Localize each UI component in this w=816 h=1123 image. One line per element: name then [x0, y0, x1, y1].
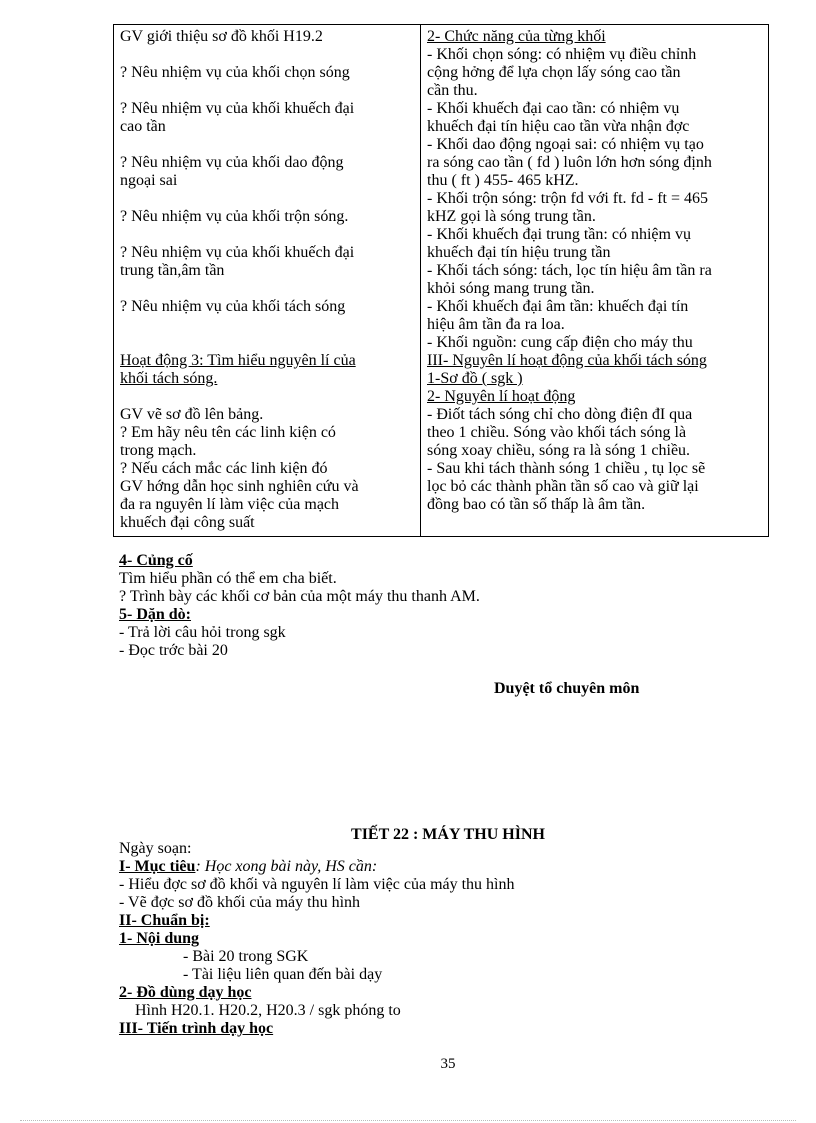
right-line: kHZ gọi là sóng trung tần. — [427, 208, 596, 225]
content-heading: 1- Nội dung — [119, 930, 200, 947]
left-line: GV hớng dẫn học sinh nghiên cứu và — [120, 478, 359, 495]
homework-heading: 5- Dặn dò: — [119, 606, 192, 623]
right-line: lọc bỏ các thành phần tần số cao và giữ lại — [427, 478, 699, 495]
objective-line: - Hiểu đợc sơ đồ khối và nguyên lí làm việc của máy thu hình — [119, 876, 515, 893]
activity-3-heading-cont: khối tách sóng. — [120, 370, 218, 387]
homework-line: - Trả lời câu hỏi trong sgk — [119, 624, 286, 641]
right-line: - Khối khuếch đại âm tần: khuếch đại tín — [427, 298, 689, 315]
right-line: - Khối trộn sóng: trộn fd với ft. fd - ft = 465 — [427, 190, 709, 207]
right-line: thu ( ft ) 455- 465 kHZ. — [427, 172, 579, 189]
right-line: khuếch đại tín hiệu cao tần vừa nhận đợc — [427, 118, 690, 135]
tools-heading: 2- Đồ dùng dạy học — [119, 984, 252, 1001]
process-heading: III- Tiến trình dạy học — [119, 1020, 274, 1037]
date-label: Ngày soạn: — [119, 840, 192, 857]
left-line: trong mạch. — [120, 442, 197, 459]
right-line: cần thu. — [427, 82, 478, 99]
section-heading: 2- Chức năng của từng khối — [427, 28, 606, 45]
left-line: ? Nêu nhiệm vụ của khối khuếch đại — [120, 244, 355, 261]
left-line: ? Nêu nhiệm vụ của khối khuếch đại — [120, 100, 355, 117]
content-line: - Bài 20 trong SGK — [183, 948, 309, 965]
left-line: ? Nêu nhiệm vụ của khối dao động — [120, 154, 344, 171]
homework-line: - Đọc trớc bài 20 — [119, 642, 228, 659]
page-number: 35 — [440, 1056, 456, 1072]
consolidation-line: ? Trình bày các khối cơ bản của một máy thu thanh AM. — [119, 588, 480, 605]
right-line: khuếch đại tín hiệu trung tần — [427, 244, 611, 261]
right-line: - Sau khi tách thành sóng 1 chiều , tụ lọc sẽ — [427, 460, 706, 477]
content-column — [421, 25, 769, 537]
right-line: cộng hởng để lựa chọn lấy sóng cao tần — [427, 64, 681, 81]
right-line: sóng xoay chiều, sóng ra là sóng 1 chiều. — [427, 442, 691, 459]
left-line: ? Nêu nhiệm vụ của khối trộn sóng. — [120, 208, 349, 225]
section-heading: 1-Sơ đồ ( sgk ) — [427, 370, 523, 387]
objectives-row — [119, 858, 377, 876]
right-line: - Khối khuếch đại trung tần: có nhiệm vụ — [427, 226, 691, 243]
right-line: theo 1 chiều. Sóng vào khối tách sóng là — [427, 424, 687, 441]
section-heading: III- Nguyên lí hoạt động của khối tách sóng — [427, 352, 707, 369]
objectives-intro: : Học xong bài này, HS cần: — [195, 858, 378, 875]
right-line: - Điốt tách sóng chỉ cho dòng điện đI qua — [427, 406, 693, 423]
left-line: GV giới thiệu sơ đồ khối H19.2 — [120, 28, 323, 45]
lesson-table — [113, 24, 769, 537]
right-line: khỏi sóng mang trung tần. — [427, 280, 595, 297]
left-line: đa ra nguyên lí làm việc của mạch — [120, 496, 340, 513]
approver-label: Duyệt tổ chuyên môn — [494, 680, 640, 697]
left-line: GV vẽ sơ đồ lên bảng. — [120, 406, 264, 423]
lesson-title: TIẾT 22 : MÁY THU HÌNH — [351, 826, 545, 843]
prep-heading: II- Chuẩn bị: — [119, 912, 210, 929]
objective-line: - Vẽ đợc sơ đồ khối của máy thu hình — [119, 894, 361, 911]
right-line: - Khối tách sóng: tách, lọc tín hiệu âm tần ra — [427, 262, 712, 279]
right-line: - Khối khuếch đại cao tần: có nhiệm vụ — [427, 100, 680, 117]
consolidation-heading: 4- Củng cố — [119, 552, 193, 569]
left-line: ? Nếu cách mắc các linh kiện đó — [120, 460, 328, 477]
right-line: - Khối dao động ngoại sai: có nhiệm vụ tạo — [427, 136, 704, 153]
right-line: - Khối chọn sóng: có nhiệm vụ điều chỉnh — [427, 46, 697, 63]
consolidation-line: Tìm hiểu phần có thể em cha biết. — [119, 570, 337, 587]
teacher-activity-column — [114, 25, 421, 537]
right-line: ra sóng cao tần ( fd ) luôn lớn hơn sóng định — [427, 154, 712, 171]
right-line: - Khối nguồn: cung cấp điện cho máy thu — [427, 334, 693, 351]
section-heading: 2- Nguyên lí hoạt động — [427, 388, 576, 405]
left-line: ngoại sai — [120, 172, 178, 189]
right-line: đồng bao có tần số thấp là âm tần. — [427, 496, 646, 513]
left-line: cao tần — [120, 118, 166, 135]
right-line: hiệu âm tần đa ra loa. — [427, 316, 565, 333]
left-line: ? Nêu nhiệm vụ của khối tách sóng — [120, 298, 346, 315]
left-line: ? Em hãy nêu tên các linh kiện có — [120, 424, 336, 441]
tools-line: Hình H20.1. H20.2, H20.3 / sgk phóng to — [135, 1002, 401, 1019]
page-edge-divider — [20, 1120, 796, 1121]
objectives-heading: I- Mục tiêu — [119, 858, 196, 875]
left-line: trung tần,âm tần — [120, 262, 225, 279]
content-line: - Tài liệu liên quan đến bài dạy — [183, 966, 383, 983]
left-line: khuếch đại công suất — [120, 514, 255, 531]
activity-3-heading: Hoạt động 3: Tìm hiểu nguyên lí của — [120, 352, 356, 369]
left-line: ? Nêu nhiệm vụ của khối chọn sóng — [120, 64, 350, 81]
